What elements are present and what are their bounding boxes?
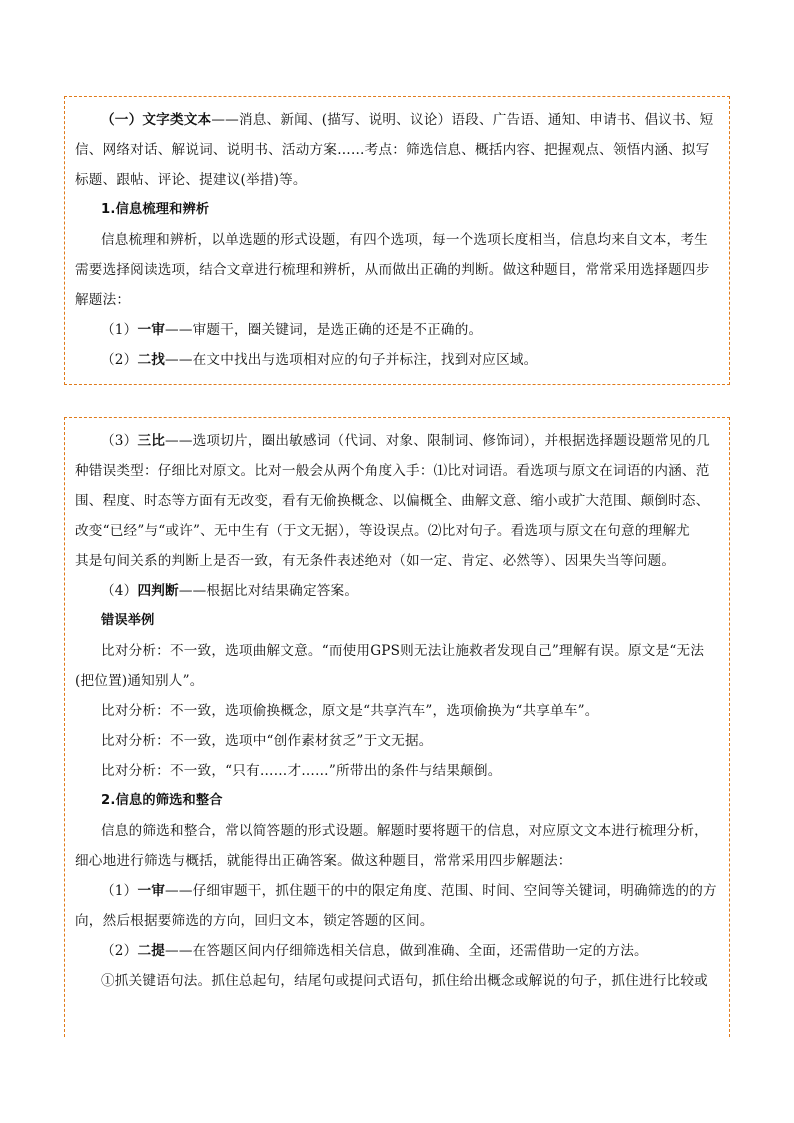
step-keyword: 二提 [137, 943, 166, 959]
paragraph-line: （一）文字类文本——消息、新闻、(描写、说明、议论）语段、广告语、通知、申请书、倡议书、短 [101, 112, 714, 128]
paragraph-line: 围、程度、时态等方面有无改变，看有无偷换概念、以偏概全、曲解文意、缩小或扩大范围、颠倒时态、 [75, 493, 710, 509]
paragraph-line: 比对分析：不一致，选项曲解文意。“而使用GPS则无法让施救者发现自己”理解有误。原文是“无法 [101, 643, 705, 659]
paragraph-line: 其是句间关系的判断上是否一致，有无条件表述绝对（如一定、肯定、必然等）、因果失当等问题。 [75, 553, 676, 569]
paragraph-line: 种错误类型：仔细比对原文。比对一般会从两个角度入手：⑴比对词语。看选项与原文在词语的内涵、范 [75, 463, 710, 479]
paragraph-line: 比对分析：不一致，选项偷换概念，原文是“共享汽车”，选项偷换为“共享单车”。 [101, 703, 599, 719]
paragraph-line: 信息梳理和辨析，以单选题的形式设题，有四个选项，每一个选项长度相当，信息均来自文本，考生 [101, 232, 708, 248]
paragraph-line: 比对分析：不一致，“只有……才……”所带出的条件与结果颠倒。 [101, 763, 502, 779]
subheading: 1.信息梳理和辨析 [101, 202, 210, 217]
subheading: 2.信息的筛选和整合 [101, 793, 223, 808]
paragraph-line: ①抓关键语句法。抓住总起句，结尾句或提问式语句，抓住给出概念或解说的句子，抓住进行比较或 [101, 973, 708, 989]
paragraph-line: 向，然后根据要筛选的方向，回归文本，锁定答题的区间。 [75, 913, 434, 929]
step-keyword: 一审 [137, 322, 166, 338]
step-line: （4）四判断——根据比对结果确定答案。 [101, 583, 359, 599]
paragraph-line: 改变“已经”与“或许”、无中生有（于文无据），等设误点。⑵比对句子。看选项与原文在句意的理解尤 [75, 523, 690, 539]
paragraph-line: 信息的筛选和整合，常以简答题的形式设题。解题时要将题干的信息，对应原文文本进行梳理分析， [101, 823, 708, 839]
text-box-2 [64, 417, 730, 1037]
step-line: （3）三比——选项切片，圈出敏感词（代词、对象、限制词、修饰词），并根据选择题设题常见的几 [101, 433, 710, 449]
paragraph-line: (把位置)通知别人”。 [75, 673, 204, 689]
section-heading: （一）文字类文本 [101, 112, 212, 128]
paragraph-line: 需要选择阅读选项，结合文章进行梳理和辨析，从而做出正确的判断。做这种题目，常常采用选择题四步 [75, 262, 710, 278]
step-line: （1）一审——仔细审题干，抓住题干的中的限定角度、范围、时间、空间等关键词，明确筛选的的方 [101, 883, 717, 899]
paragraph-line: 细心地进行筛选与概括，就能得出正确答案。做这种题目，常常采用四步解题法： [75, 853, 572, 869]
step-keyword: 二找 [137, 352, 166, 368]
paragraph-line: 标题、跟帖、评论、提建议(举措)等。 [75, 172, 307, 188]
step-keyword: 四判断 [137, 583, 179, 599]
step-line: （2）二提——在答题区间内仔细筛选相关信息，做到准确、全面，还需借助一定的方法。 [101, 943, 648, 959]
step-line: （1）一审——审题干，圈关键词，是选正确的还是不正确的。 [101, 322, 483, 338]
paragraph-line: 解题法： [75, 292, 131, 308]
subheading: 错误举例 [101, 613, 155, 628]
step-keyword: 一审 [137, 883, 166, 899]
step-line: （2）二找——在文中找出与选项相对应的句子并标注，找到对应区域。 [101, 352, 538, 368]
paragraph-line: 比对分析：不一致，选项中“创作素材贫乏”于文无据。 [101, 733, 433, 749]
text-box-1 [64, 96, 730, 385]
step-keyword: 三比 [137, 433, 166, 449]
paragraph-line: 信、网络对话、解说词、说明书、活动方案……考点：筛选信息、概括内容、把握观点、领悟内涵、拟写 [75, 142, 710, 158]
